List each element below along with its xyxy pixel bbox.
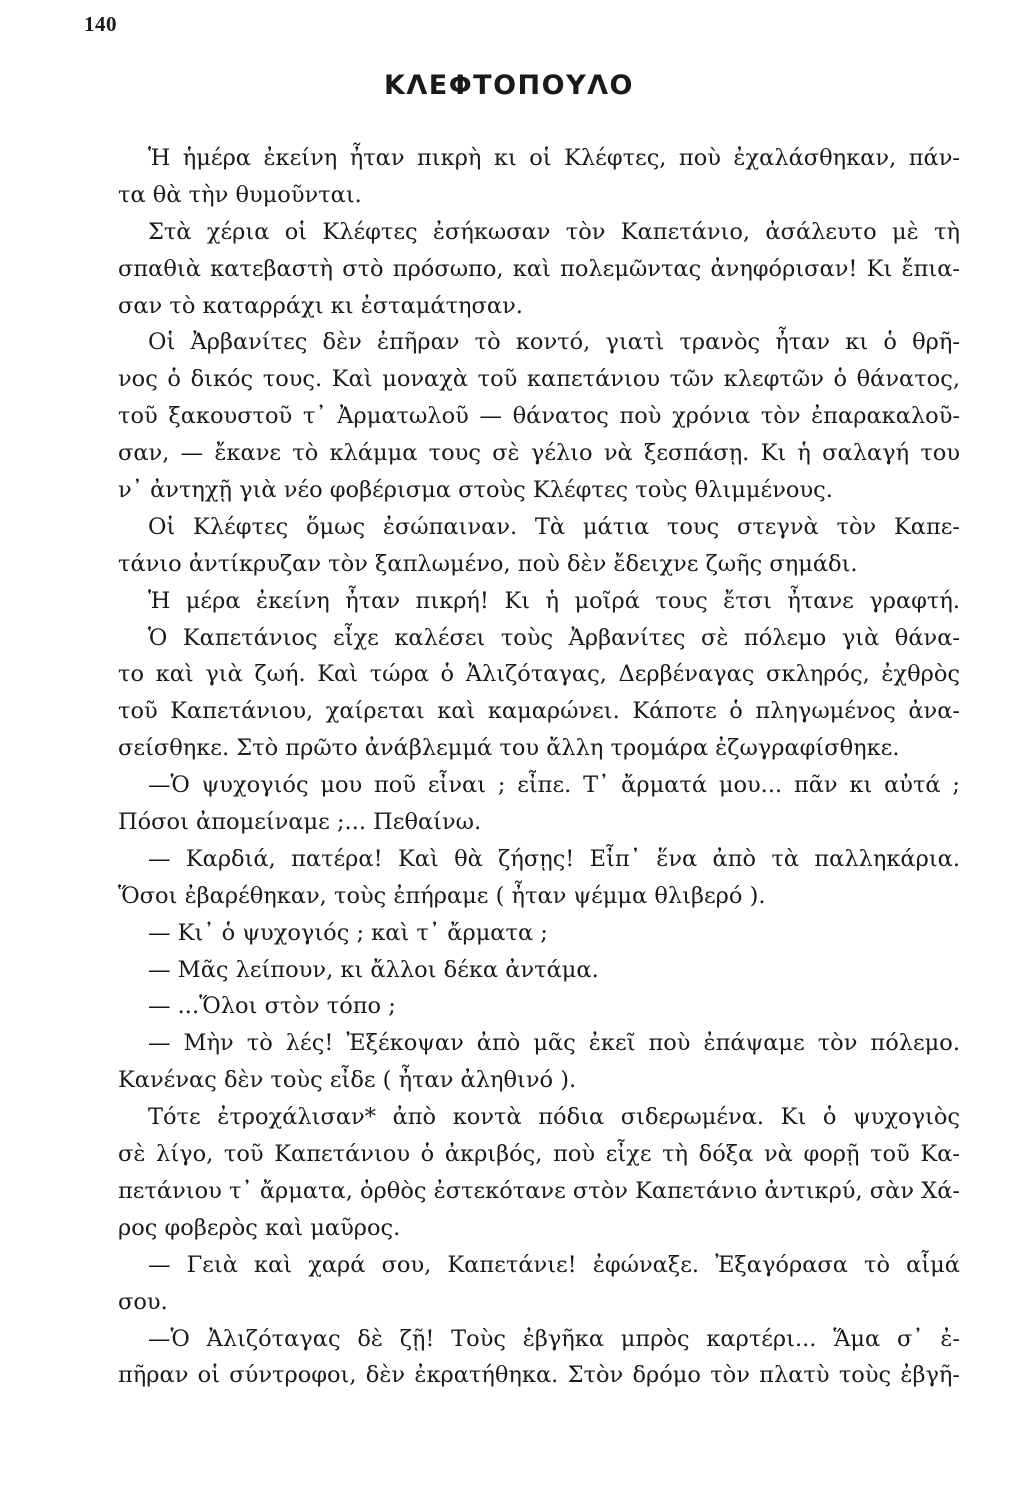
text-line: Οἱ Κλέφτες ὅμως ἐσώπαιναν. Τὰ μάτια τους στεγνὰ τὸν Καπε-	[148, 513, 960, 540]
text-line: σαν τὸ καταρράχι κι ἐσταμάτησαν.	[118, 292, 523, 319]
text-line: — ...Ὅλοι στὸν τόπο ;	[148, 993, 396, 1020]
text-line: Πόσοι ἀπομείναμε ;... Πεθαίνω.	[118, 809, 482, 836]
text-line: — Καρδιά, πατέρα! Καὶ θὰ ζήσῃς! Εἶπ᾽ ἕνα ἀπὸ τὰ παλληκάρια.	[148, 845, 960, 872]
text-line: σείσθηκε. Στὸ πρῶτο ἀνάβλεμμά του ἄλλη τρομάρα ἐζωγραφίσθηκε.	[118, 735, 900, 762]
text-line: ν᾽ ἀντηχῇ γιὰ νέο φοβέρισμα στοὺς Κλέφτες τοὺς θλιμμένους.	[118, 477, 833, 504]
text-line: Στὰ χέρια οἱ Κλέφτες ἐσήκωσαν τὸν Καπετάνιο, ἀσάλευτο μὲ τὴ	[148, 218, 960, 245]
story-text	[118, 140, 960, 1394]
page-title: ΚΛΕΦΤΟΠΟΥΛΟ	[383, 70, 635, 101]
text-line: ρος φοβερὸς καὶ μαῦρος.	[118, 1214, 401, 1241]
text-line: Ἡ μέρα ἐκείνη ἦταν πικρή! Κι ἡ μοῖρά τους ἔτσι ἦτανε γραφτή.	[148, 587, 960, 614]
text-line: Ὁ Καπετάνιος εἶχε καλέσει τοὺς Ἀρβανίτες σὲ πόλεμο γιὰ θάνα-	[148, 624, 960, 651]
text-line: σου.	[118, 1288, 168, 1315]
text-line: Τότε ἐτροχάλισαν* ἀπὸ κοντὰ πόδια σιδερωμένα. Κι ὁ ψυχογιὸς	[148, 1104, 960, 1131]
text-line: τοῦ Καπετάνιου, χαίρεται καὶ καμαρώνει. Κάποτε ὁ πληγωμένος ἀνα-	[118, 698, 960, 725]
text-line: Ἡ ἡμέρα ἐκείνη ἦταν πικρὴ κι οἱ Κλέφτες, ποὺ ἐχαλάσθηκαν, πάν-	[148, 145, 960, 171]
text-line: — Μὴν τὸ λές! Ἐξέκοψαν ἀπὸ μᾶς ἐκεῖ ποὺ ἐπάψαμε τὸν πόλεμο.	[148, 1030, 960, 1057]
text-line: σὲ λίγο, τοῦ Καπετάνιου ὁ ἀκριβός, ποὺ εἶχε τὴ δόξα νὰ φορῇ τοῦ Κα-	[118, 1141, 960, 1168]
text-line: —Ὁ ψυχογιός μου ποῦ εἶναι ; εἶπε. Τ᾽ ἄρματά μου... πᾶν κι αὐτά ;	[148, 772, 960, 799]
text-line: πετάνιου τ᾽ ἄρματα, ὀρθὸς ἐστεκότανε στὸν Καπετάνιο ἀντικρύ, σὰν Χά-	[118, 1177, 960, 1204]
text-line: τα θὰ τὴν θυμοῦνται.	[118, 181, 362, 208]
text-line: Οἱ Ἀρβανίτες δὲν ἐπῆραν τὸ κοντό, γιατὶ τρανὸς ἦταν κι ὁ θρῆ-	[148, 329, 960, 356]
text-line: πῆραν οἱ σύντροφοι, δὲν ἐκρατήθηκα. Στὸν δρόμο τὸν πλατὺ τοὺς ἐβγῆ-	[118, 1362, 960, 1389]
text-line: σπαθιὰ κατεβαστὴ στὸ πρόσωπο, καὶ πολεμῶντας ἀνηφόρισαν! Κι ἔπια-	[118, 255, 960, 282]
text-line: — Μᾶς λείπουν, κι ἄλλοι δέκα ἀντάμα.	[148, 956, 599, 983]
text-line: νος ὁ δικός τους. Καὶ μοναχὰ τοῦ καπετάνιου τῶν κλεφτῶν ὁ θάνατος,	[118, 366, 960, 393]
text-line: Κανένας δὲν τοὺς εἶδε ( ἦταν ἀληθινό ).	[118, 1067, 577, 1094]
text-line: —Ὁ Ἀλιζόταγας δὲ ζῇ! Τοὺς ἐβγῆκα μπρὸς καρτέρι... Ἅμα σ᾽ ἐ-	[148, 1325, 960, 1352]
text-line: — Γειὰ καὶ χαρά σου, Καπετάνιε! ἐφώναξε. Ἐξαγόρασα τὸ αἷμά	[148, 1251, 960, 1278]
text-line: Ὅσοι ἐβαρέθηκαν, τοὺς ἐπήραμε ( ἦταν ψέμμα θλιβερό ).	[118, 882, 766, 909]
text-line: το καὶ γιὰ ζωή. Καὶ τώρα ὁ Ἀλιζόταγας, Δερβέναγας σκληρός, ἐχθρὸς	[118, 661, 960, 688]
text-line: — Κι᾽ ὁ ψυχογιός ; καὶ τ᾽ ἄρματα ;	[148, 919, 548, 946]
page-number: 140	[84, 12, 117, 36]
text-line: τοῦ ξακουστοῦ τ᾽ Ἀρματωλοῦ — θάνατος ποὺ χρόνια τὸν ἐπαρακαλοῦ-	[118, 403, 960, 430]
text-line: σαν, — ἔκανε τὸ κλάμμα τους σὲ γέλιο νὰ ξεσπάσῃ. Κι ἡ σαλαγή του	[118, 440, 960, 467]
text-line: τάνιο ἀντίκρυζαν τὸν ξαπλωμένο, ποὺ δὲν ἔδειχνε ζωῆς σημάδι.	[118, 550, 858, 577]
